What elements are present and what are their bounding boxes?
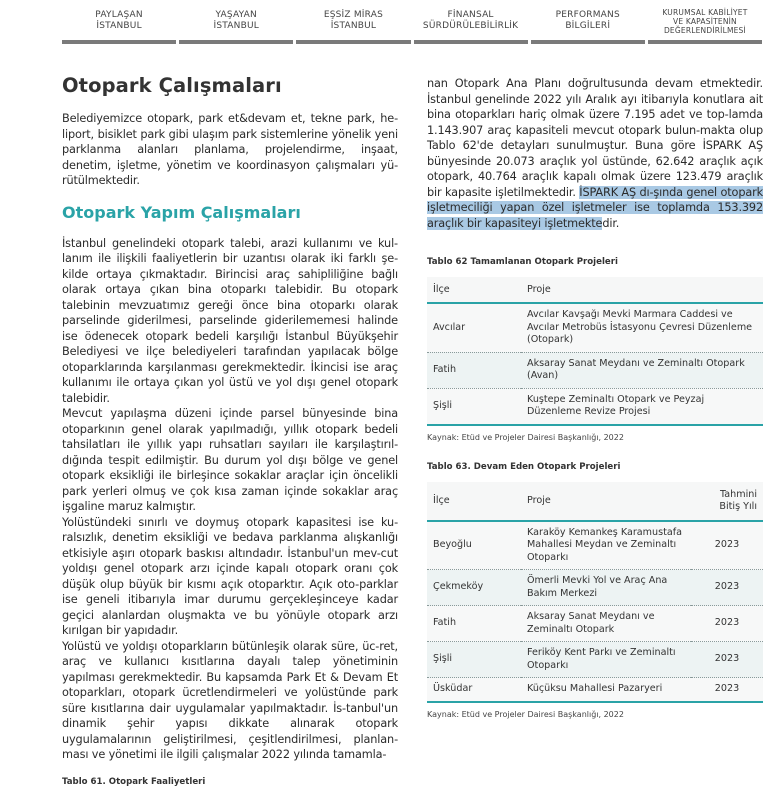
table-row xyxy=(427,642,763,678)
cell-yil: 2023 xyxy=(691,642,763,678)
cell-ilce: Avcılar xyxy=(427,303,521,352)
cell-proje: Ömerli Mevki Yol ve Araç Ana Bakım Merkezi xyxy=(521,570,691,606)
nav-tab-bar xyxy=(62,40,176,44)
cell-ilce: Üsküdar xyxy=(427,678,521,702)
intro-paragraph: Belediyemizce otopark, park et&devam et, tekne park, he-liport, bisiklet park gibi ulaşım park sistemlerine yönelik yeni parklanma alanları planlama, projelendirme, inşaat, denetim, işletme, yönetim ve koordinasyon çalışmaları yü-rütülmektedir. xyxy=(62,112,398,187)
table-62 xyxy=(427,277,763,426)
nav-tab-label: FİNANSAL SÜRDÜRÜLEBİLİRLİK xyxy=(422,10,519,31)
table-row xyxy=(427,521,763,570)
table-63-caption: Tablo 63. Devam Eden Otopark Projeleri xyxy=(427,461,621,472)
section-subtitle: Otopark Yapım Çalışmaları xyxy=(62,202,301,222)
table-63-source: Kaynak: Etüd ve Projeler Dairesi Başkanlığı, 2022 xyxy=(427,709,624,719)
nav-tab-label: EŞSİZ MİRAS İSTANBUL xyxy=(323,10,384,31)
table-row xyxy=(427,678,763,702)
cell-proje: Aksaray Sanat Meydanı ve Zeminaltı Otopark xyxy=(521,606,691,642)
cell-yil: 2023 xyxy=(691,606,763,642)
nav-tab-bar xyxy=(531,40,645,44)
nav-tab-essiz-miras-istanbul[interactable] xyxy=(296,0,410,46)
column-header-ilce: İlçe xyxy=(427,277,521,303)
nav-tab-label: YAŞAYAN İSTANBUL xyxy=(213,10,259,31)
body-paragraph: Mevcut yapılaşma düzeni içinde parsel bünyesinde bina otoparkının genel olarak yapılmadığı, yıllık otopark bedeli tahsilatları ile yıllık yapı ruhsatları sayıları ile karşılaştırıl-dığında tespit edilmiştir. Bu durum yol dışı bölge ve genel otopark eksikliği ile birleşince sokaklar araçlar için öncelikli park yerleri olmuş ve çok kısa zaman içinde sokaklar araç işgaline maruz kalmıştır. xyxy=(62,407,398,513)
selected-text-highlight[interactable]: İSPARK AŞ dı-şında genel otopark işletmeciliği yapan özel işletmeler ise toplamda 153.392 araçlık bir kapasiteyi işletmekte xyxy=(427,185,763,230)
cell-proje: Karaköy Kemankeş Karamustafa Mahallesi Meydan ve Zeminaltı Otoparkı xyxy=(521,521,691,570)
nav-tab-label: KURUMSAL KABİLİYET VE KAPASİTENİN DEĞERLENDİRİLMESİ xyxy=(662,7,748,35)
column-header-proje: Proje xyxy=(521,277,763,303)
cell-proje: Aksaray Sanat Meydanı ve Zeminaltı Otopark (Avan) xyxy=(521,352,763,388)
cell-yil: 2023 xyxy=(691,521,763,570)
table-row xyxy=(427,570,763,606)
nav-tab-kurumsal-kabiliyet[interactable] xyxy=(648,0,762,46)
paragraph-text-tail: dir. xyxy=(602,216,620,230)
body-paragraph: Yolüstündeki sınırlı ve doymuş otopark kapasitesi ise ku-ralsızlık, denetim eksikliği ve bedava parklanma alışkanlığı etkisiyle aşırı otopark baskısı altındadır. İstanbul'un mev-cut yoldışı genel otopark arzı içinde kapalı otopark oranı çok düşük olup büyük bir kısmı açık otoparktır. Açık oto-parklar ise geneli itibarıyla imar durumu gerçekleşinceye kadar geçici alanlardan oluşmakta ve bu yönüyle otopark arzı kırılgan bir yapıdadır. xyxy=(62,515,398,637)
table-61-caption: Tablo 61. Otopark Faaliyetleri xyxy=(62,776,206,787)
page-title: Otopark Çalışmaları xyxy=(62,74,282,97)
body-paragraph: Yolüstü ve yoldışı otoparkların bütünleşik olarak süre, üc-ret, araç ve kullanıcı kısıtlarına dayalı talep yönetiminin yapılması gerekmektedir. Bu kapsamda Park Et & Devam Et otoparkları, otopark ücretlendirmeleri ve yolüstünde park süre kısıtlarına dair uygulamalar yapılmaktadır. İs-tanbul'un dinamik şehir yapısı dikkate alınarak otopark uygulamalarının geliştirilmesi, çeşitlendirilmesi, planlan-ması ve yönetimi ile ilgili çalışmalar 2022 yılında tamamla- xyxy=(62,639,398,761)
cell-proje: Feriköy Kent Parkı ve Zeminaltı Otoparkı xyxy=(521,642,691,678)
right-column xyxy=(427,76,763,719)
cell-yil: 2023 xyxy=(691,678,763,702)
table-row xyxy=(427,303,763,352)
nav-tab-paylasan-istanbul[interactable] xyxy=(62,0,176,46)
nav-tab-bar xyxy=(414,40,528,44)
nav-tab-performans-bilgileri[interactable] xyxy=(531,0,645,46)
cell-proje: Avcılar Kavşağı Mevki Marmara Caddesi ve Avcılar Metrobüs İstasyonu Çevresi Düzenleme (Otopark) xyxy=(521,303,763,352)
cell-ilce: Şişli xyxy=(427,642,521,678)
cell-ilce: Beyoğlu xyxy=(427,521,521,570)
section-nav xyxy=(62,0,762,46)
nav-tab-bar xyxy=(179,40,293,44)
nav-tab-label: PAYLAŞAN İSTANBUL xyxy=(95,10,143,31)
column-header-ilce: İlçe xyxy=(427,482,521,521)
cell-ilce: Fatih xyxy=(427,606,521,642)
cell-proje: Küçüksu Mahallesi Pazaryeri xyxy=(521,678,691,702)
cell-proje: Kuştepe Zeminaltı Otopark ve Peyzaj Düzenleme Revize Projesi xyxy=(521,388,763,425)
nav-tab-bar xyxy=(648,40,762,44)
table-row xyxy=(427,388,763,425)
nav-tab-yasayan-istanbul[interactable] xyxy=(179,0,293,46)
body-paragraph: İstanbul genelindeki otopark talebi, arazi kullanımı ve kul-lanım ile ilişkili faaliyetlerin bir uzantısı olarak iki farklı şe-kilde ortaya çıkmaktadır. Birincisi araç sahipliliğine bağlı olarak ortaya çıkan bina otoparkı talebidir. Bu otopark talebinin mevzuatımız gereği önce bina otoparkı olarak parselinde giderilmesi, parselinde giderilememesi halinde ise ödenecek otopark bedeli karşılığı İstanbul Büyükşehir Belediyesi ve ilçe belediyeleri tarafından yapılacak bölge otoparklarında karşılanması gerekmektedir. İkincisi ise araç kullanımı ile ortaya çıkan yol üstü ve yol dışı genel otopark talebidir. xyxy=(62,236,398,405)
nav-tab-label: PERFORMANS BİLGİLERİ xyxy=(555,10,620,31)
column-header-proje: Proje xyxy=(521,482,691,521)
continued-paragraph xyxy=(427,76,763,231)
cell-ilce: Şişli xyxy=(427,388,521,425)
table-63 xyxy=(427,482,763,703)
table-row xyxy=(427,352,763,388)
nav-tab-bar xyxy=(296,40,410,44)
nav-tab-finansal-surdurulebilirlik[interactable] xyxy=(414,0,528,46)
cell-ilce: Fatih xyxy=(427,352,521,388)
column-header-tahmini-bitis-yili: Tahmini Bitiş Yılı xyxy=(691,482,763,521)
table-62-caption: Tablo 62 Tamamlanan Otopark Projeleri xyxy=(427,257,618,267)
table-62-source: Kaynak: Etüd ve Projeler Dairesi Başkanlığı, 2022 xyxy=(427,432,624,442)
cell-ilce: Çekmeköy xyxy=(427,570,521,606)
paragraph-text: nan Otopark Ana Planı doğrultusunda devam etmektedir. İstanbul genelinde 2022 yılı Aralık ayı itibarıyla konutlara ait bina otoparkları hariç olmak üzere 7.195 adet ve top-lamda 1.143.907 araç kapasiteli mevcut otopark bulun-makta olup Tablo 62'de detayları sunulmuştur. Buna göre İSPARK AŞ bünyesinde 20.073 araçlık yol üstünde, 62.642 araçlık açık otopark, 40.764 araçlık kapalı olmak üzere 123.479 araçlık bir kapasite işletilmektedir. xyxy=(427,77,763,199)
left-column xyxy=(62,74,398,787)
table-row xyxy=(427,606,763,642)
cell-yil: 2023 xyxy=(691,570,763,606)
